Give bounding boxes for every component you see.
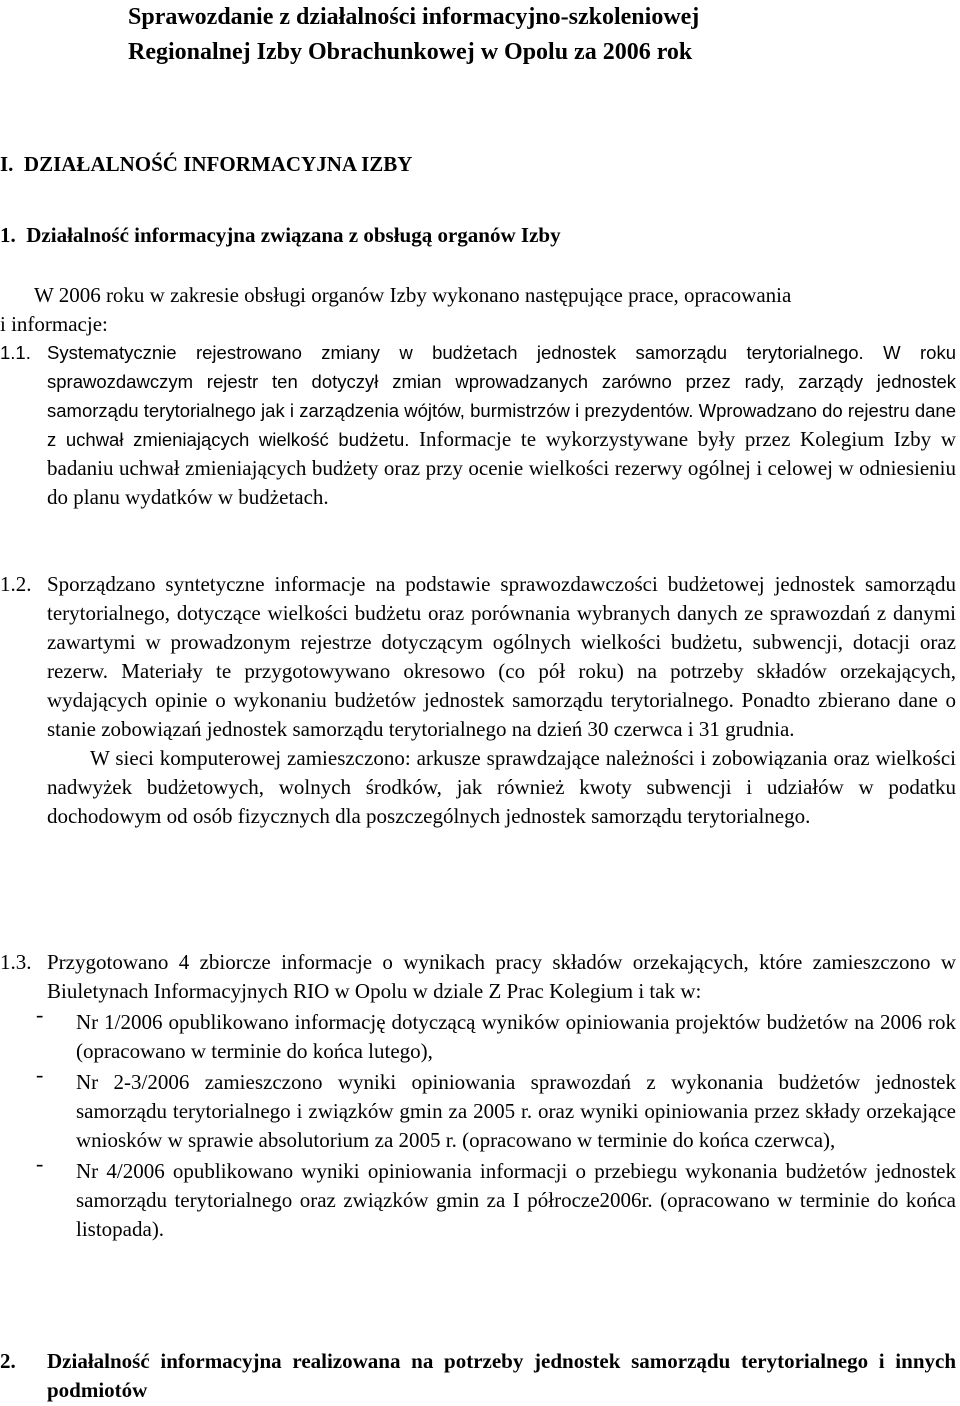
item-1-1-text: Systematycznie rejestrowano zmiany w budżetach jednostek samorządu terytorialnego. W roku sprawozdawczym rejestr ten dotyczył zmian wprowadzanych zarówno przez rady, zarządy jednostek samorządu terytorialnego jak i zarządzenia wójtów, burmistrzów i prezydentów. Wprowadzano do rejestru dane z uchwał zmieniających wielkość budżetu. [47,342,956,450]
item-1-2-number: 1.2. [0,572,32,596]
subsection-2-text: Działalność informacyjna realizowana na potrzeby jednostek samorządu terytorialnego i innych podmiotów [47,1349,956,1402]
dash-marker: - [36,1002,44,1027]
subsection-heading-2 [0,1347,956,1405]
list-item [36,1151,956,1244]
list-item [36,1002,956,1066]
item-1-2-text-2: W sieci komputerowej zamieszczono: arkusze sprawdzające należności i zobowiązania oraz wielkości nadwyżek budżetowych, wolnych środków, jak również kwoty subwencji i udziałów w podatku dochodowym od osób fizycznych dla poszczególnych jednostek samorządu terytorialnego. [47,746,956,828]
title-line-1: Sprawozdanie z działalności informacyjno-szkoleniowej [128,4,700,30]
item-1-1 [0,338,956,512]
section-heading-1: I. DZIAŁALNOŚĆ INFORMACYJNA IZBY [0,152,413,176]
bullet-3-text: Nr 4/2006 opublikowano wyniki opiniowania informacji o przebiegu wykonania budżetów jednostek samorządu terytorialnego oraz związków gmin za I półrocze2006r. (opracowano w terminie do końca listopada). [76,1159,956,1241]
item-1-1-text-serif: Informacje te wykorzystywane były przez Kolegium Izby w badaniu uchwał zmieniających budżety oraz przy ocenie wielkości rezerwy ogólnej i celowej w odniesieniu do planu wydatków w budżetach. [47,427,956,509]
dash-marker: - [36,1062,44,1087]
intro-paragraph [0,281,956,339]
item-1-3-text: Przygotowano 4 zbiorcze informacje o wynikach pracy składów orzekających, które zamieszczono w Biuletynach Informacyjnych RIO w Opolu w dziale Z Prac Kolegium i tak w: [47,950,956,1003]
item-1-2 [0,570,956,831]
item-1-1-number: 1.1. [0,342,31,363]
list-item [36,1062,956,1155]
intro-line-2: i informacje: [0,312,108,336]
dash-marker: - [36,1151,44,1176]
item-1-2-text: Sporządzano syntetyczne informacje na podstawie sprawozdawczości budżetowej jednostek samorządu terytorialnego, dotyczące wielkości budżetu oraz porównania wybranych danych ze sprawozdań z danymi zawartymi w prowadzonym rejestrze dotyczącym ogólnych wielkości budżetu, subwencji, dotacji oraz rezerw. Materiały te przygotowywano okresowo (co pół roku) na potrzeby składów orzekających, wydających opinie o wykonaniu budżetów jednostek samorządu terytorialnego. Ponadto zbierano dane o stanie zobowiązań jednostek samorządu terytorialnego na dzień 30 czerwca i 31 grudnia. [47,572,956,741]
title-line-2: Regionalnej Izby Obrachunkowej w Opolu za 2006 rok [128,39,693,65]
bullet-2-text: Nr 2-3/2006 zamieszczono wyniki opiniowania sprawozdań z wykonania budżetów jednostek samorządu terytorialnego i związków gmin za 2005 r. oraz wyniki opiniowania przez składy orzekające wniosków w sprawie absolutorium za 2005 r. (opracowano w terminie do końca czerwca), [76,1070,956,1152]
bullet-1-text: Nr 1/2006 opublikowano informację dotyczącą wyników opiniowania projektów budżetów na 2006 rok (opracowano w terminie do końca lutego), [76,1010,956,1063]
item-1-3-number: 1.3. [0,950,32,974]
document-title [128,0,888,70]
intro-line-1: W 2006 roku w zakresie obsługi organów Izby wykonano następujące prace, opracowania [34,283,792,307]
subsection-2-number: 2. [0,1349,16,1373]
item-1-3 [0,948,956,1244]
subsection-heading-1: 1. Działalność informacyjna związana z obsługą organów Izby [0,223,561,247]
